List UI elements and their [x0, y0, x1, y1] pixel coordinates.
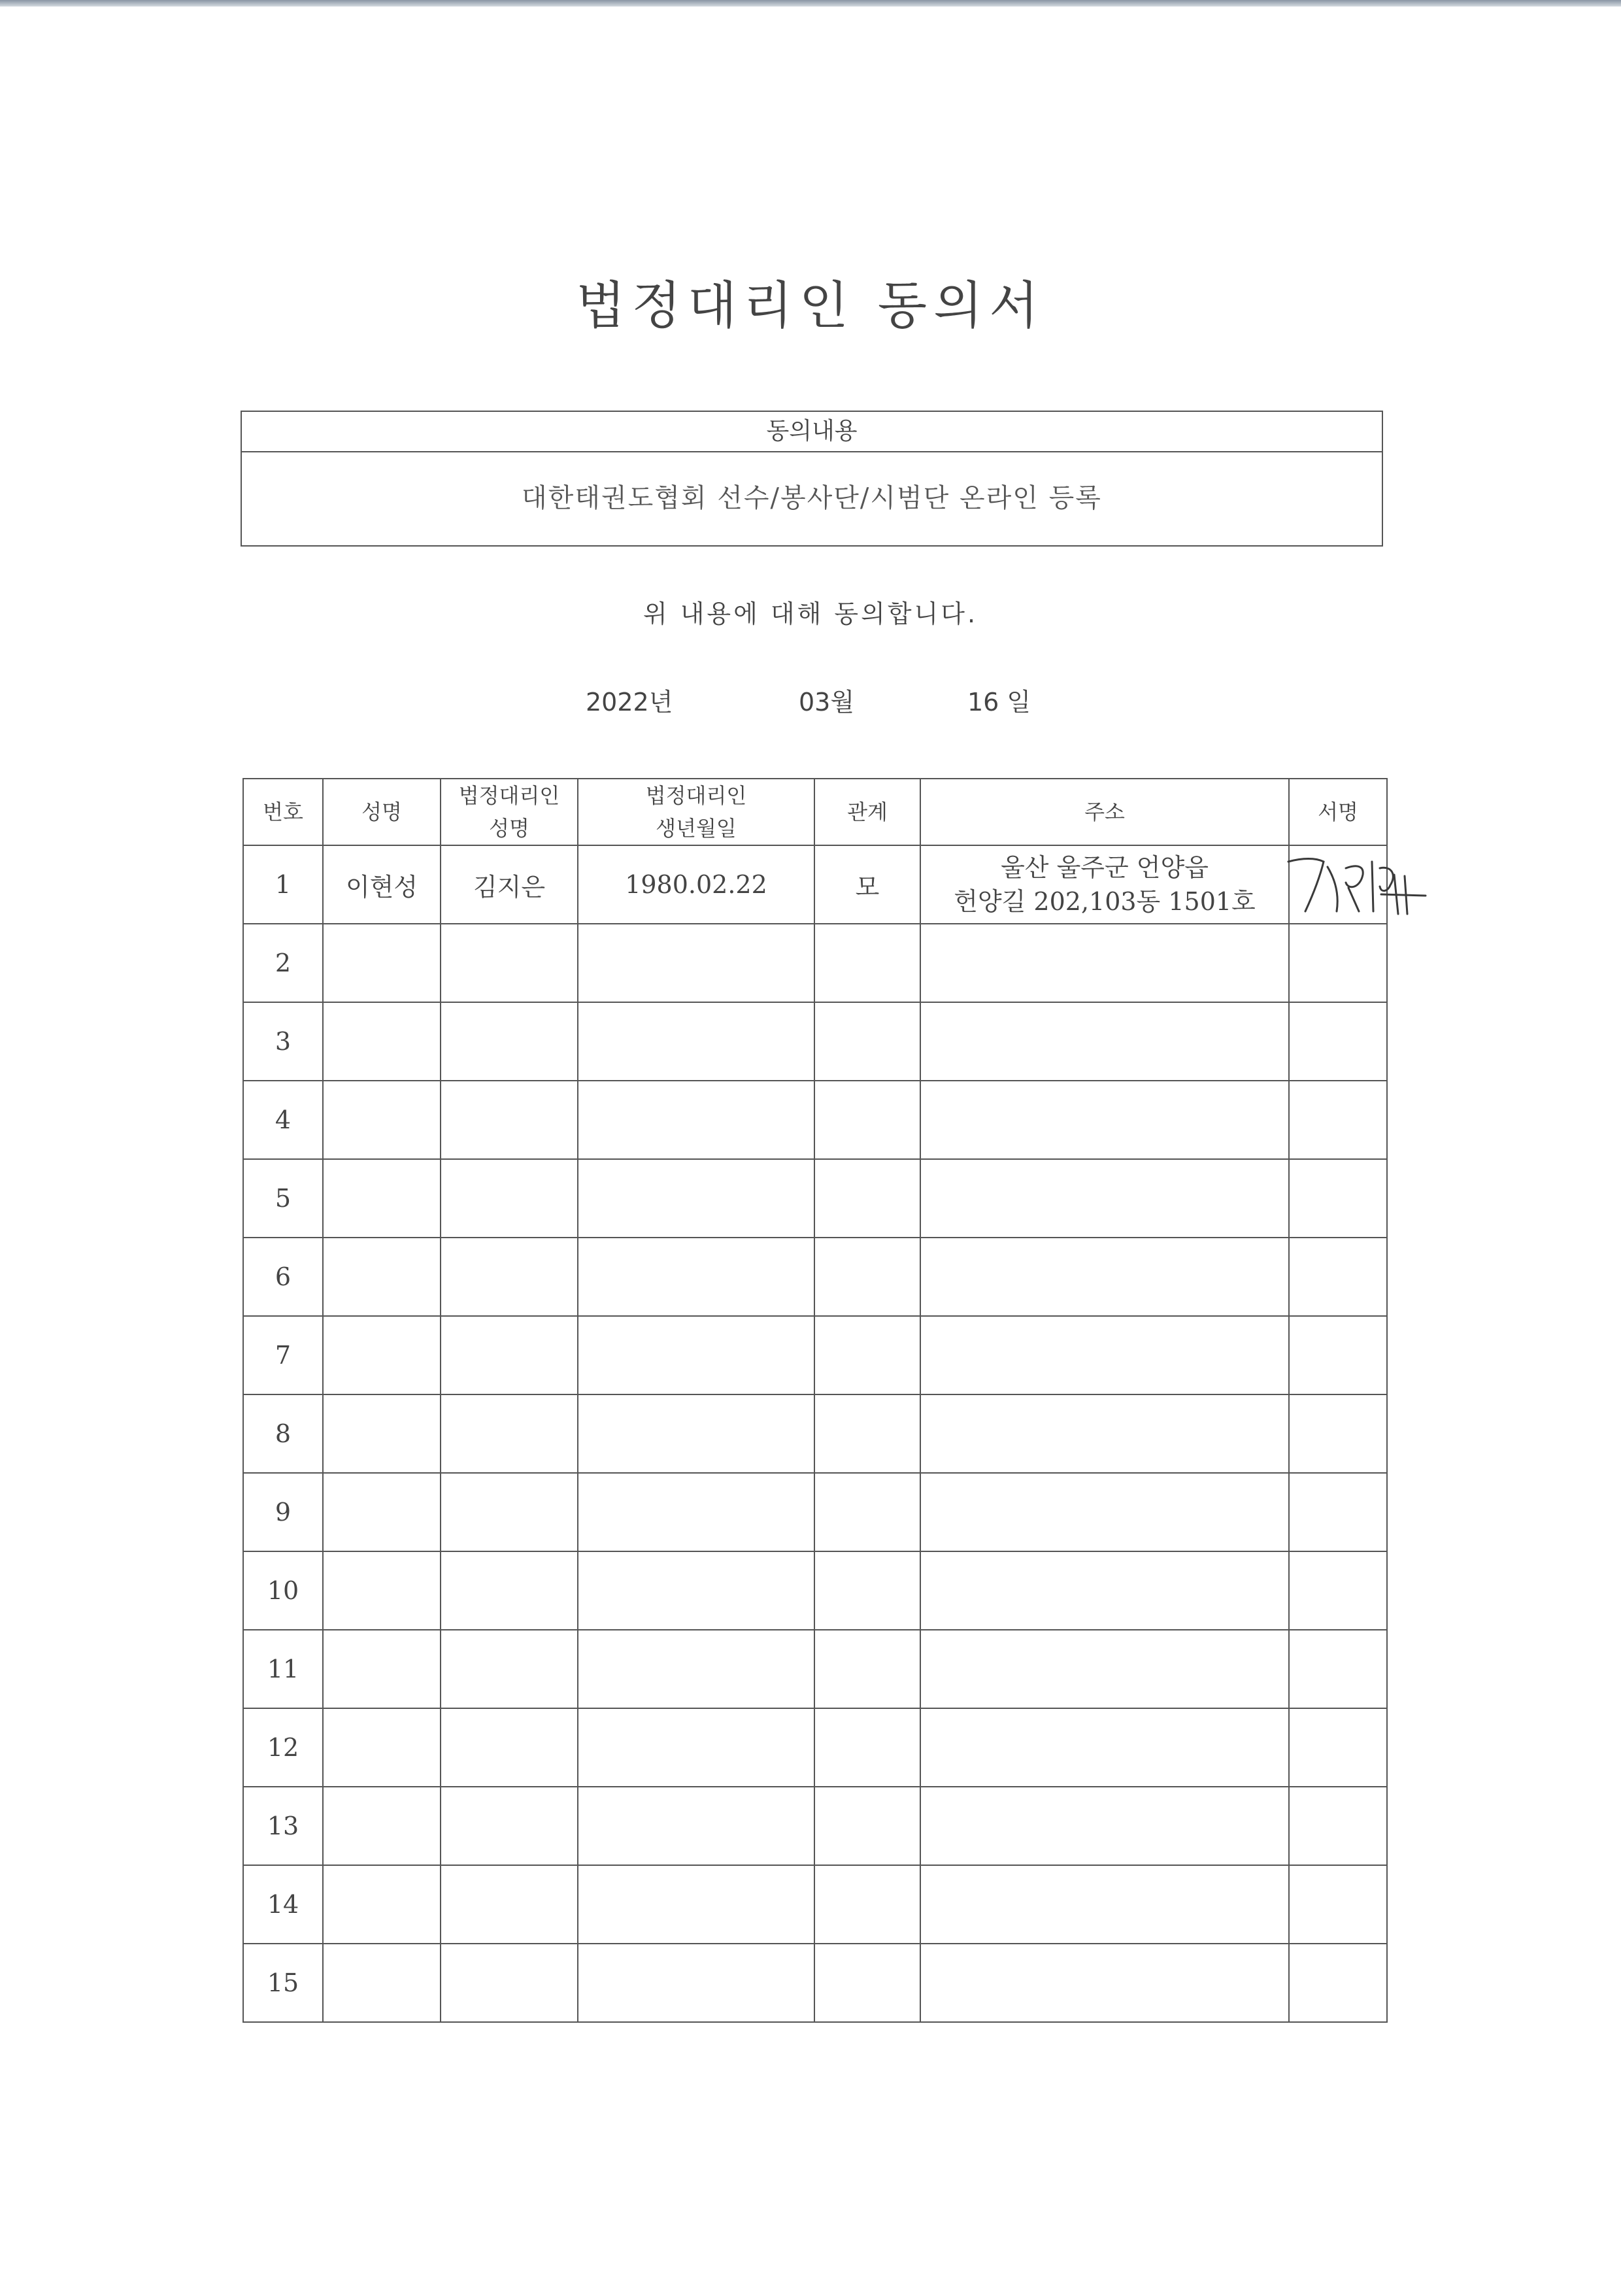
- relation: [814, 1708, 920, 1787]
- student-name: [323, 1787, 441, 1865]
- guardian-birth: [578, 1708, 814, 1787]
- relation: [814, 1002, 920, 1081]
- signature-cell: [1289, 1708, 1387, 1787]
- guardian-name: [441, 1159, 578, 1238]
- signature-cell: [1289, 1630, 1387, 1708]
- consent-content: 대한태권도협회 선수/봉사단/시범단 온라인 등록: [522, 483, 1102, 513]
- student-name: [323, 1473, 441, 1551]
- consent-header: 동의내용: [242, 412, 1382, 452]
- student-name: [323, 1002, 441, 1081]
- relation: [814, 1238, 920, 1316]
- table-row: [243, 845, 1387, 924]
- header-guardian-birth: [578, 779, 814, 845]
- table-row: [243, 924, 1387, 1002]
- header-guardian-birth-line2: 생년월일: [656, 816, 737, 841]
- date-month: 03월: [799, 688, 855, 717]
- signature-cell: [1289, 1473, 1387, 1551]
- student-name: [323, 1708, 441, 1787]
- relation: [814, 924, 920, 1002]
- address: [920, 1316, 1289, 1394]
- student-name: [323, 1238, 441, 1316]
- guardian-birth: [578, 1238, 814, 1316]
- consent-box: [241, 411, 1383, 547]
- guardian-name: [441, 1708, 578, 1787]
- row-number: 10: [243, 1551, 323, 1630]
- row-number: 7: [243, 1316, 323, 1394]
- guardian-birth: [578, 1081, 814, 1159]
- header-relation: 관계: [814, 779, 920, 845]
- guardian-name: [441, 1316, 578, 1394]
- table-row: [243, 1002, 1387, 1081]
- header-number: 번호: [243, 779, 323, 845]
- header-guardian-birth-line1: 법정대리인: [645, 783, 747, 808]
- header-address: 주소: [920, 779, 1289, 845]
- guardian-birth: [578, 1630, 814, 1708]
- student-name: [323, 1159, 441, 1238]
- guardian-birth: 1980.02.22: [578, 845, 814, 924]
- row-number: 13: [243, 1787, 323, 1865]
- guardian-name: [441, 1944, 578, 2022]
- relation: [814, 1159, 920, 1238]
- address: [920, 1787, 1289, 1865]
- address-line1: 울산 울주군 언양읍: [1001, 853, 1209, 882]
- table-row: [243, 1551, 1387, 1630]
- address: [920, 1865, 1289, 1944]
- guardian-name: [441, 1394, 578, 1473]
- row-number: 5: [243, 1159, 323, 1238]
- table-row: [243, 1944, 1387, 2022]
- address: [920, 1159, 1289, 1238]
- row-number: 11: [243, 1630, 323, 1708]
- signature-cell: [1289, 1316, 1387, 1394]
- guardian-name: [441, 1473, 578, 1551]
- guardian-name: [441, 1551, 578, 1630]
- signature-cell: [1289, 1002, 1387, 1081]
- row-number: 9: [243, 1473, 323, 1551]
- address: [920, 1551, 1289, 1630]
- signature-cell: [1289, 924, 1387, 1002]
- signature-cell: [1289, 1238, 1387, 1316]
- header-signature: 서명: [1289, 779, 1387, 845]
- student-name: [323, 1944, 441, 2022]
- row-number: 3: [243, 1002, 323, 1081]
- guardian-name: 김지은: [441, 845, 578, 924]
- relation: [814, 1081, 920, 1159]
- table-row: [243, 1081, 1387, 1159]
- guardian-name: [441, 1630, 578, 1708]
- row-number: 4: [243, 1081, 323, 1159]
- signature-cell: [1289, 1159, 1387, 1238]
- signature-cell: [1289, 1944, 1387, 2022]
- guardian-birth: [578, 1394, 814, 1473]
- address: [920, 1944, 1289, 2022]
- page-title: 법정대리인 동의서: [576, 277, 1045, 335]
- student-name: [323, 924, 441, 1002]
- relation: [814, 1630, 920, 1708]
- table-row: [243, 1316, 1387, 1394]
- signature-cell: [1289, 845, 1387, 924]
- address: [920, 1473, 1289, 1551]
- table-row: [243, 1865, 1387, 1944]
- row-number: 1: [243, 845, 323, 924]
- row-number: 12: [243, 1708, 323, 1787]
- relation: 모: [814, 845, 920, 924]
- date-day: 16 일: [967, 688, 1031, 717]
- header-guardian-name-line1: 법정대리인: [458, 783, 560, 808]
- address: [920, 1081, 1289, 1159]
- handwritten-signature: [1283, 849, 1427, 920]
- address: [920, 1002, 1289, 1081]
- header-guardian-name: [441, 779, 578, 845]
- guardian-birth: [578, 1316, 814, 1394]
- table-row: [243, 1394, 1387, 1473]
- header-name: 성명: [323, 779, 441, 845]
- student-name: 이현성: [323, 845, 441, 924]
- student-name: [323, 1551, 441, 1630]
- address: [920, 924, 1289, 1002]
- guardian-birth: [578, 1159, 814, 1238]
- student-name: [323, 1081, 441, 1159]
- student-name: [323, 1630, 441, 1708]
- student-name: [323, 1865, 441, 1944]
- guardian-name: [441, 924, 578, 1002]
- guardian-birth: [578, 924, 814, 1002]
- row-number: 14: [243, 1865, 323, 1944]
- date-year: 2022년: [586, 688, 673, 717]
- relation: [814, 1316, 920, 1394]
- signature-cell: [1289, 1551, 1387, 1630]
- address: [920, 1708, 1289, 1787]
- relation: [814, 1787, 920, 1865]
- address: [920, 1394, 1289, 1473]
- address: [920, 1238, 1289, 1316]
- relation: [814, 1865, 920, 1944]
- guardian-birth: [578, 1944, 814, 2022]
- relation: [814, 1394, 920, 1473]
- table-row: [243, 1787, 1387, 1865]
- guardian-name: [441, 1865, 578, 1944]
- guardian-birth: [578, 1473, 814, 1551]
- address-line2: 헌양길 202,103동 1501호: [954, 887, 1256, 916]
- guardian-roster-table: [242, 778, 1388, 2023]
- student-name: [323, 1394, 441, 1473]
- table-row: [243, 1708, 1387, 1787]
- signature-cell: [1289, 1787, 1387, 1865]
- agreement-statement: 위 내용에 대해 동의합니다.: [643, 599, 978, 628]
- guardian-name: [441, 1787, 578, 1865]
- header-guardian-name-line2: 성명: [489, 816, 529, 841]
- table-header-row: [243, 779, 1387, 845]
- guardian-name: [441, 1238, 578, 1316]
- guardian-birth: [578, 1002, 814, 1081]
- relation: [814, 1473, 920, 1551]
- relation: [814, 1551, 920, 1630]
- guardian-birth: [578, 1787, 814, 1865]
- address: [920, 1630, 1289, 1708]
- table-row: [243, 1159, 1387, 1238]
- row-number: 2: [243, 924, 323, 1002]
- address: [920, 845, 1289, 924]
- row-number: 8: [243, 1394, 323, 1473]
- scan-top-edge: [0, 0, 1621, 7]
- relation: [814, 1944, 920, 2022]
- row-number: 6: [243, 1238, 323, 1316]
- table-row: [243, 1473, 1387, 1551]
- signature-cell: [1289, 1394, 1387, 1473]
- table-row: [243, 1238, 1387, 1316]
- guardian-birth: [578, 1551, 814, 1630]
- guardian-birth: [578, 1865, 814, 1944]
- signature-cell: [1289, 1081, 1387, 1159]
- signature-cell: [1289, 1865, 1387, 1944]
- table-body: [243, 845, 1387, 2022]
- row-number: 15: [243, 1944, 323, 2022]
- guardian-name: [441, 1002, 578, 1081]
- student-name: [323, 1316, 441, 1394]
- guardian-name: [441, 1081, 578, 1159]
- table-row: [243, 1630, 1387, 1708]
